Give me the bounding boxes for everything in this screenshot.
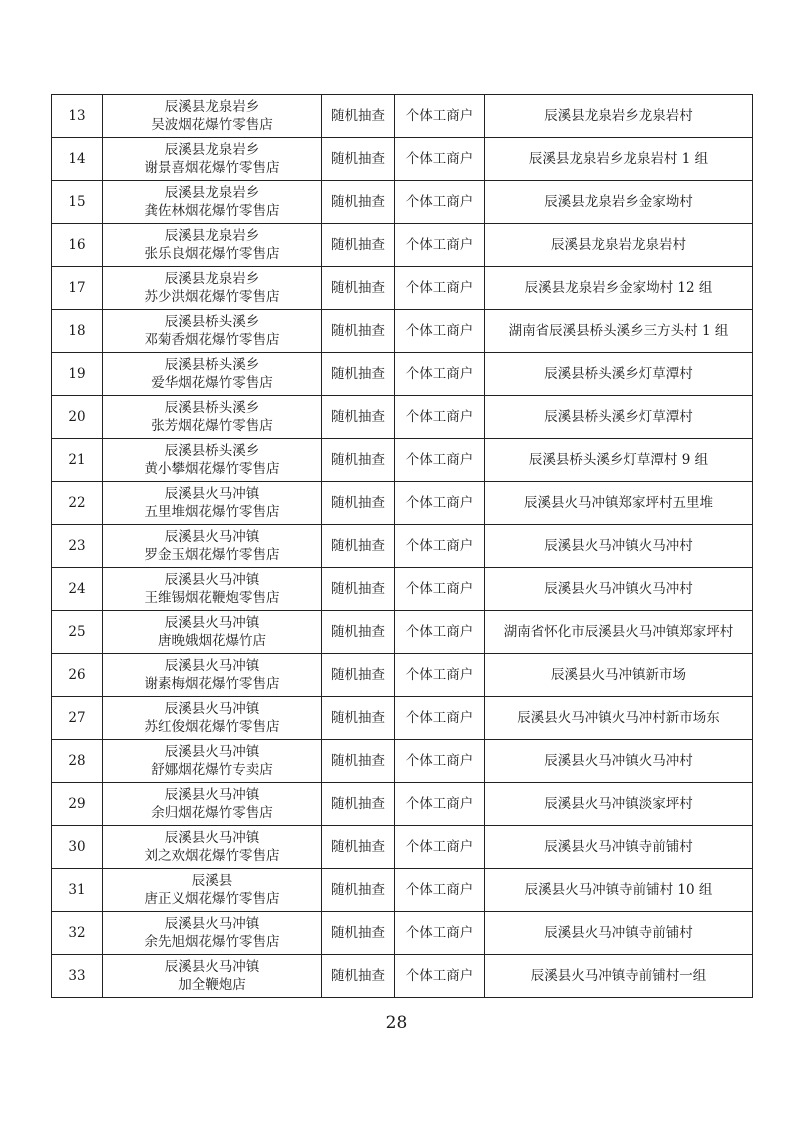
shop-name-line-2: 王维锡烟花鞭炮零售店 [144,590,280,606]
table-row [52,525,753,568]
address-text: 辰溪县火马冲镇寺前铺村一组 [530,968,707,984]
shop-name-line-2: 唐正义烟花爆竹零售店 [144,891,280,907]
address-cell [485,611,753,654]
row-number-cell: 26 [52,654,103,697]
address-cell [485,138,753,181]
address-cell [485,396,753,439]
entity-type-cell: 个体工商户 [395,267,485,310]
row-number-cell: 32 [52,912,103,955]
shop-name-cell [103,740,322,783]
inspection-mode-cell: 随机抽查 [322,224,395,267]
table-row [52,826,753,869]
shop-name-line-1: 辰溪县火马冲镇 [164,701,260,717]
shop-name-line-2: 黄小攀烟花爆竹零售店 [144,461,280,477]
address-text: 辰溪县龙泉岩龙泉岩村 [551,237,686,253]
shop-name-line-2: 加全鞭炮店 [178,977,246,993]
shop-name-line-1: 辰溪县火马冲镇 [164,572,260,588]
entity-type-cell: 个体工商户 [395,95,485,138]
table-row [52,224,753,267]
address-cell [485,224,753,267]
shop-name-cell [103,267,322,310]
inspection-table [51,94,753,998]
entity-type-cell: 个体工商户 [395,439,485,482]
table-row [52,439,753,482]
address-text: 辰溪县火马冲镇寺前铺村 10 组 [524,882,713,898]
shop-name-cell [103,654,322,697]
entity-type-cell: 个体工商户 [395,697,485,740]
shop-name-cell [103,525,322,568]
entity-type-cell: 个体工商户 [395,181,485,224]
table-row [52,783,753,826]
table-body [52,95,753,998]
shop-name-line-1: 辰溪县火马冲镇 [164,658,260,674]
shop-name-line-2: 刘之欢烟花爆竹零售店 [144,848,280,864]
address-text: 辰溪县龙泉岩乡金家坳村 12 组 [524,280,713,296]
table-row [52,955,753,998]
shop-name-line-2: 张乐良烟花爆竹零售店 [144,246,280,262]
table-row [52,310,753,353]
entity-type-cell: 个体工商户 [395,396,485,439]
row-number-cell: 28 [52,740,103,783]
row-number-cell: 17 [52,267,103,310]
shop-name-cell [103,224,322,267]
address-cell [485,439,753,482]
shop-name-cell [103,912,322,955]
shop-name-line-2: 苏红俊烟花爆竹零售店 [144,719,280,735]
row-number-cell: 20 [52,396,103,439]
page-number: 28 [385,1013,408,1033]
address-text: 湖南省怀化市辰溪县火马冲镇郑家坪村 [503,624,734,640]
entity-type-cell: 个体工商户 [395,912,485,955]
address-text: 辰溪县火马冲镇郑家坪村五里堆 [524,495,713,511]
shop-name-line-1: 辰溪县桥头溪乡 [164,443,260,459]
entity-type-cell: 个体工商户 [395,869,485,912]
inspection-mode-cell: 随机抽查 [322,310,395,353]
entity-type-cell: 个体工商户 [395,955,485,998]
row-number-cell: 33 [52,955,103,998]
table-row [52,267,753,310]
shop-name-line-1: 辰溪县火马冲镇 [164,787,260,803]
inspection-mode-cell: 随机抽查 [322,396,395,439]
entity-type-cell: 个体工商户 [395,353,485,396]
inspection-mode-cell: 随机抽查 [322,568,395,611]
address-text: 辰溪县桥头溪乡灯草潭村 [544,409,693,425]
shop-name-cell [103,611,322,654]
entity-type-cell: 个体工商户 [395,224,485,267]
inspection-mode-cell: 随机抽查 [322,826,395,869]
shop-name-line-2: 吴波烟花爆竹零售店 [151,117,273,133]
inspection-mode-cell: 随机抽查 [322,654,395,697]
inspection-mode-cell: 随机抽查 [322,740,395,783]
table-row [52,181,753,224]
entity-type-cell: 个体工商户 [395,525,485,568]
row-number-cell: 25 [52,611,103,654]
table-row [52,95,753,138]
address-text: 湖南省辰溪县桥头溪乡三方头村 1 组 [508,323,729,339]
inspection-mode-cell: 随机抽查 [322,353,395,396]
inspection-mode-cell: 随机抽查 [322,138,395,181]
row-number-cell: 21 [52,439,103,482]
shop-name-line-2: 苏少洪烟花爆竹零售店 [144,289,280,305]
inspection-mode-cell: 随机抽查 [322,912,395,955]
table-row [52,353,753,396]
address-cell [485,826,753,869]
address-text: 辰溪县龙泉岩乡金家坳村 [544,194,693,210]
row-number-cell: 22 [52,482,103,525]
inspection-mode-cell: 随机抽查 [322,955,395,998]
shop-name-line-1: 辰溪县火马冲镇 [164,615,260,631]
table-row [52,396,753,439]
entity-type-cell: 个体工商户 [395,611,485,654]
row-number-cell: 27 [52,697,103,740]
entity-type-cell: 个体工商户 [395,654,485,697]
shop-name-cell [103,955,322,998]
row-number-cell: 30 [52,826,103,869]
shop-name-cell [103,869,322,912]
inspection-mode-cell: 随机抽查 [322,181,395,224]
shop-name-line-2: 罗金玉烟花爆竹零售店 [144,547,280,563]
shop-name-line-1: 辰溪县龙泉岩乡 [164,142,260,158]
address-text: 辰溪县火马冲镇寺前铺村 [544,839,693,855]
row-number-cell: 19 [52,353,103,396]
entity-type-cell: 个体工商户 [395,826,485,869]
address-cell [485,95,753,138]
shop-name-cell [103,310,322,353]
shop-name-line-1: 辰溪县桥头溪乡 [164,314,260,330]
table-row [52,568,753,611]
address-text: 辰溪县火马冲镇火马冲村 [544,581,693,597]
shop-name-line-2: 龚佐林烟花爆竹零售店 [144,203,280,219]
address-cell [485,267,753,310]
entity-type-cell: 个体工商户 [395,310,485,353]
inspection-mode-cell: 随机抽查 [322,611,395,654]
row-number-cell: 18 [52,310,103,353]
address-cell [485,697,753,740]
shop-name-line-1: 辰溪县火马冲镇 [164,486,260,502]
shop-name-line-1: 辰溪县龙泉岩乡 [164,185,260,201]
shop-name-cell [103,568,322,611]
entity-type-cell: 个体工商户 [395,783,485,826]
shop-name-line-1: 辰溪县龙泉岩乡 [164,228,260,244]
row-number-cell: 15 [52,181,103,224]
row-number-cell: 29 [52,783,103,826]
row-number-cell: 14 [52,138,103,181]
shop-name-line-1: 辰溪县火马冲镇 [164,916,260,932]
shop-name-line-2: 舒娜烟花爆竹专卖店 [151,762,273,778]
address-text: 辰溪县火马冲镇火马冲村新市场东 [517,710,720,726]
shop-name-line-1: 辰溪县 [191,873,233,889]
address-text: 辰溪县桥头溪乡灯草潭村 9 组 [528,452,709,468]
address-text: 辰溪县桥头溪乡灯草潭村 [544,366,693,382]
inspection-mode-cell: 随机抽查 [322,783,395,826]
row-number-cell: 13 [52,95,103,138]
address-cell [485,181,753,224]
address-cell [485,353,753,396]
inspection-mode-cell: 随机抽查 [322,869,395,912]
entity-type-cell: 个体工商户 [395,568,485,611]
table-row [52,740,753,783]
inspection-mode-cell: 随机抽查 [322,482,395,525]
address-cell [485,310,753,353]
shop-name-cell [103,396,322,439]
address-cell [485,783,753,826]
shop-name-line-1: 辰溪县火马冲镇 [164,744,260,760]
shop-name-cell [103,353,322,396]
shop-name-cell [103,181,322,224]
row-number-cell: 24 [52,568,103,611]
shop-name-line-2: 谢景喜烟花爆竹零售店 [144,160,280,176]
shop-name-line-1: 辰溪县龙泉岩乡 [164,99,260,115]
address-text: 辰溪县龙泉岩乡龙泉岩村 1 组 [528,151,709,167]
shop-name-cell [103,697,322,740]
address-cell [485,869,753,912]
shop-name-line-2: 邓菊香烟花爆竹零售店 [144,332,280,348]
address-cell [485,912,753,955]
address-cell [485,740,753,783]
shop-name-line-2: 唐晚娥烟花爆竹店 [158,633,266,649]
shop-name-line-1: 辰溪县火马冲镇 [164,830,260,846]
table-row [52,482,753,525]
address-cell [485,955,753,998]
entity-type-cell: 个体工商户 [395,740,485,783]
address-text: 辰溪县火马冲镇火马冲村 [544,538,693,554]
shop-name-cell [103,826,322,869]
row-number-cell: 16 [52,224,103,267]
shop-name-line-2: 余先旭烟花爆竹零售店 [144,934,280,950]
shop-name-line-1: 辰溪县桥头溪乡 [164,357,260,373]
shop-name-line-1: 辰溪县桥头溪乡 [164,400,260,416]
shop-name-line-1: 辰溪县火马冲镇 [164,529,260,545]
shop-name-line-1: 辰溪县火马冲镇 [164,959,260,975]
entity-type-cell: 个体工商户 [395,138,485,181]
shop-name-cell [103,439,322,482]
address-text: 辰溪县火马冲镇寺前铺村 [544,925,693,941]
inspection-mode-cell: 随机抽查 [322,525,395,568]
address-text: 辰溪县火马冲镇淡家坪村 [544,796,693,812]
address-cell [485,525,753,568]
table-row [52,138,753,181]
inspection-mode-cell: 随机抽查 [322,95,395,138]
table-row [52,869,753,912]
table-row [52,654,753,697]
address-cell [485,482,753,525]
address-text: 辰溪县龙泉岩乡龙泉岩村 [544,108,693,124]
address-text: 辰溪县火马冲镇火马冲村 [544,753,693,769]
row-number-cell: 23 [52,525,103,568]
address-cell [485,654,753,697]
shop-name-line-2: 余归烟花爆竹零售店 [151,805,273,821]
shop-name-line-2: 谢素梅烟花爆竹零售店 [144,676,280,692]
shop-name-cell [103,482,322,525]
shop-name-cell [103,95,322,138]
shop-name-line-2: 爱华烟花爆竹零售店 [151,375,273,391]
shop-name-line-1: 辰溪县龙泉岩乡 [164,271,260,287]
table-row [52,611,753,654]
row-number-cell: 31 [52,869,103,912]
address-cell [485,568,753,611]
inspection-mode-cell: 随机抽查 [322,267,395,310]
address-text: 辰溪县火马冲镇新市场 [551,667,686,683]
inspection-mode-cell: 随机抽查 [322,439,395,482]
table-row [52,697,753,740]
shop-name-line-2: 张芳烟花爆竹零售店 [151,418,273,434]
shop-name-cell [103,783,322,826]
table-row [52,912,753,955]
shop-name-line-2: 五里堆烟花爆竹零售店 [144,504,280,520]
shop-name-cell [103,138,322,181]
inspection-mode-cell: 随机抽查 [322,697,395,740]
entity-type-cell: 个体工商户 [395,482,485,525]
